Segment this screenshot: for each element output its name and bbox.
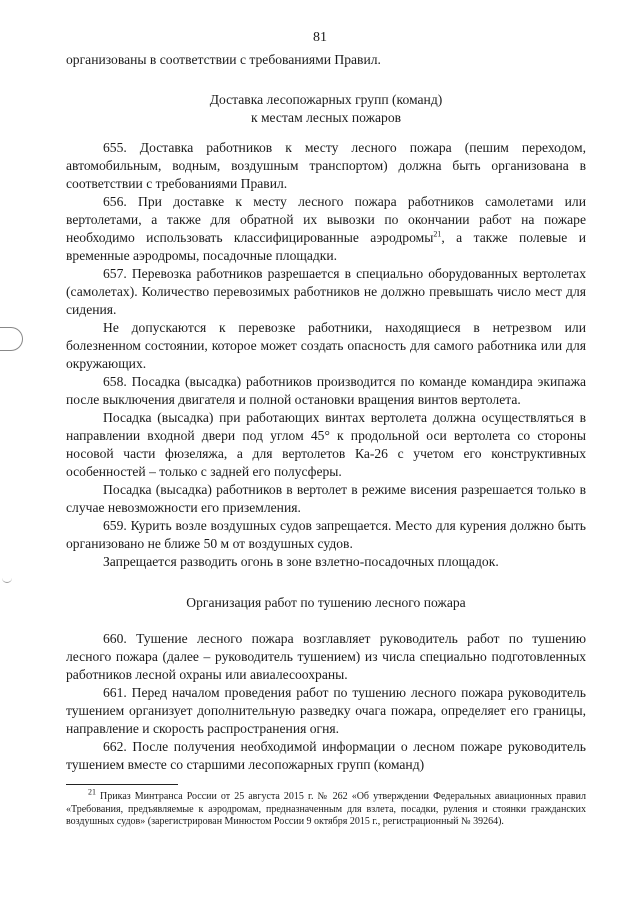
intro-line: организованы в соответствии с требованиями Правил.: [66, 52, 381, 67]
binder-hole-mark-lower: [2, 574, 12, 583]
footnote-divider: [66, 784, 178, 785]
paragraph-656-end: , а также полевые и временные аэродромы, посадочные площадки.: [66, 230, 586, 263]
paragraph-658-cont2: Посадка (высадка) работников в вертолет в режиме висения разрешается только в случае невозможности его приземления.: [66, 482, 586, 515]
section1-body: [66, 139, 586, 571]
footnote-body: Приказ Минтранса России от 25 августа 2015 г. № 262 «Об утверждении Федеральных авиационных правил «Требования, предъявляемые к аэродромам, предназначенным для взлета, посадки, руления и стоянки гражданских воздушных судов» (зарегистрирован Минюстом России 9 октября 2015 г., регистрационный № 39264).: [66, 791, 586, 827]
footnote: [66, 787, 586, 829]
paragraph-657-cont: Не допускаются к перевозке работники, находящиеся в нетрезвом или болезненном состоянии, которое может создать опасность для самого работника или для окружающих.: [66, 320, 586, 371]
page-number: 81: [313, 30, 327, 45]
section-heading-line1: Доставка лесопожарных групп (команд): [209, 92, 443, 107]
paragraph-658-cont: Посадка (высадка) при работающих винтах вертолета должна осуществляться в направлении входной двери под углом 45° к продольной оси вертолета со стороны носовой части фюзеляжа, а для вертолетов Ка-26 с учетом его конструктивных особенностей – только с задней его полусферы.: [66, 410, 586, 479]
footnote-number: 21: [88, 787, 96, 797]
paragraph-662: 662. После получения необходимой информации о лесном пожаре руководитель тушением вместе со старшими лесопожарных групп (команд): [66, 739, 586, 772]
footnote-reference: 21: [433, 229, 442, 239]
paragraph-659-cont: Запрещается разводить огонь в зоне взлетно-посадочных площадок.: [103, 554, 499, 569]
paragraph-659: 659. Курить возле воздушных судов запрещается. Место для курения должно быть организовано не ближе 50 м от воздушных судов.: [66, 518, 586, 551]
paragraph-655: 655. Доставка работников к месту лесного пожара (пешим переходом, автомобильным, водным, воздушным транспортом) должна быть организована в соответствии с требованиями Правил.: [66, 140, 586, 191]
section-heading-line2: к местам лесных пожаров: [250, 110, 402, 125]
section-heading-delivery: [66, 91, 586, 127]
paragraph-660: 660. Тушение лесного пожара возглавляет руководитель работ по тушению лесного пожара (далее – руководитель тушением) из числа специально подготовленных работников лесной охраны или авиалесоохраны.: [66, 631, 586, 682]
binder-hole-mark: [0, 327, 23, 351]
section-heading-firefighting: Организация работ по тушению лесного пожара: [186, 595, 466, 610]
paragraph-656: [66, 193, 586, 265]
footnote-text: [66, 787, 586, 829]
paragraph-658: 658. Посадка (высадка) работников производится по команде командира экипажа после выключения двигателя и полной остановки вращения винтов вертолета.: [66, 374, 586, 407]
paragraph-657: 657. Перевозка работников разрешается в специально оборудованных вертолетах (самолетах). Количество перевозимых работников не должно превышать число мест для сидения.: [66, 266, 586, 317]
paragraph-661: 661. Перед началом проведения работ по тушению лесного пожара руководитель тушением организует дополнительную разведку очага пожара, определяет его границы, направление и скорость распространения огня.: [66, 685, 586, 736]
section2-body: [66, 630, 586, 774]
paragraph-656-start: 656. При доставке к месту лесного пожара работников самолетами или вертолетами, а также для обратной их вывозки по окончании работ на пожаре необходимо использовать классифицированные аэродромы: [66, 194, 586, 245]
intro-text: [66, 51, 586, 69]
